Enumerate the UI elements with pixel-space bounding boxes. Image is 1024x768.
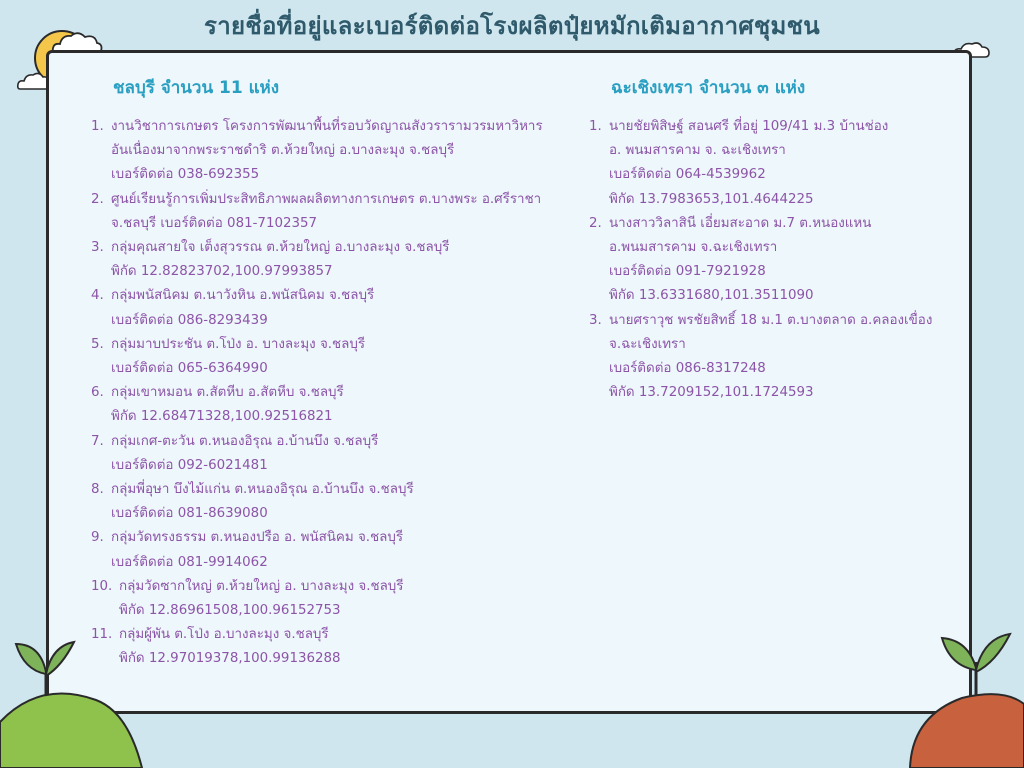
- item-line: เบอร์ติดต่อ 081-8639080: [111, 506, 268, 522]
- item-line: อ.พนมสารคาม จ.ฉะเชิงเทรา: [609, 240, 778, 256]
- item-line: กลุ่มวัดทรงธรรม ต.หนองปรือ อ. พนัสนิคม จ.ชลบุรี: [111, 530, 404, 546]
- item-line: พิกัด 12.82823702,100.97993857: [111, 264, 333, 280]
- item-line: เบอร์ติดต่อ 064-4539962: [609, 167, 766, 183]
- list-item: [91, 188, 561, 236]
- list-item: [91, 333, 561, 381]
- item-line: กลุ่มผู้พัน ต.โป่ง อ.บางละมุง จ.ชลบุรี: [119, 627, 329, 643]
- item-number: 10.: [91, 578, 113, 594]
- item-line: เบอร์ติดต่อ 038-692355: [111, 167, 260, 183]
- list-item: [91, 381, 561, 429]
- item-line: จ.ชลบุรี เบอร์ติดต่อ 081-7102357: [111, 215, 318, 231]
- list-item: [91, 430, 561, 478]
- item-number: 2.: [91, 191, 104, 207]
- item-line: กลุ่มพี่อุษา บึงไม้แก่น ต.หนองอิรุณ อ.บ้านบึง จ.ชลบุรี: [111, 482, 414, 498]
- item-line: กลุ่มเขาหมอน ต.สัตหีบ อ.สัตหีบ จ.ชลบุรี: [111, 385, 344, 401]
- item-line: นายชัยพิสิษฐ์ สอนศรี ที่อยู่ 109/41 ม.3 บ้านช่อง: [609, 119, 889, 134]
- item-line: กลุ่มวัดซากใหญ่ ต.ห้วยใหญ่ อ. บางละมุง จ.ชลบุรี: [119, 578, 404, 594]
- item-line: งานวิชาการเกษตร โครงการพัฒนาพื้นที่รอบวัดญาณสังวรารามวรมหาวิหาร: [111, 119, 543, 134]
- list-item: [589, 309, 959, 406]
- chonburi-column: [91, 75, 561, 672]
- item-line: พิกัด 13.6331680,101.3511090: [609, 288, 814, 304]
- page-title: รายชื่อที่อยู่และเบอร์ติดต่อโรงผลิตปุ๋ยหมักเติมอากาศชุมชน: [204, 12, 820, 40]
- item-line: อันเนื่องมาจากพระราชดำริ ต.ห้วยใหญ่ อ.บางละมุง จ.ชลบุรี: [111, 143, 455, 159]
- item-number: 3.: [91, 240, 104, 256]
- item-line: กลุ่มคุณสายใจ เต็งสุวรรณ ต.ห้วยใหญ่ อ.บางละมุง จ.ชลบุรี: [111, 240, 450, 256]
- item-line: เบอร์ติดต่อ 086-8293439: [111, 312, 268, 328]
- chachoengsao-heading: ฉะเชิงเทรา จำนวน ๓ แห่ง: [611, 78, 806, 98]
- item-line: เบอร์ติดต่อ 092-6021481: [111, 457, 268, 473]
- list-item: [589, 115, 959, 212]
- list-item: [91, 284, 561, 332]
- item-line: พิกัด 12.68471328,100.92516821: [111, 409, 333, 425]
- item-line: พิกัด 12.97019378,100.99136288: [119, 651, 341, 667]
- content-card: [46, 50, 972, 714]
- item-number: 5.: [91, 336, 104, 352]
- item-line: กลุ่มเกศ-ตะวัน ต.หนองอิรุณ อ.บ้านบึง จ.ชลบุรี: [111, 433, 379, 449]
- item-number: 6.: [91, 385, 104, 401]
- list-item: [589, 212, 959, 309]
- item-number: 1.: [589, 119, 602, 134]
- item-line: เบอร์ติดต่อ 086-8317248: [609, 361, 766, 377]
- item-number: 2.: [589, 215, 602, 231]
- chachoengsao-list: [589, 115, 959, 405]
- list-item: [91, 526, 561, 574]
- list-item: [91, 236, 561, 284]
- item-line: กลุ่มมาบประชัน ต.โป่ง อ. บางละมุง จ.ชลบุรี: [111, 336, 366, 352]
- item-line: พิกัด 12.86961508,100.96152753: [119, 603, 341, 619]
- item-line: กลุ่มพนัสนิคม ต.นาวังหิน อ.พนัสนิคม จ.ชลบุรี: [111, 288, 375, 304]
- item-line: เบอร์ติดต่อ 081-9914062: [111, 554, 268, 570]
- item-line: จ.ฉะเชิงเทรา: [609, 336, 686, 352]
- list-item: [91, 115, 561, 188]
- sprout-icon: [904, 626, 1024, 768]
- chonburi-list: [91, 115, 561, 672]
- item-line: เบอร์ติดต่อ 091-7921928: [609, 264, 766, 280]
- item-line: ศูนย์เรียนรู้การเพิ่มประสิทธิภาพผลผลิตทางการเกษตร ต.บางพระ อ.ศรีราชา: [111, 191, 542, 207]
- list-item: [91, 575, 561, 623]
- item-number: 11.: [91, 627, 113, 643]
- item-number: 4.: [91, 288, 104, 304]
- list-item: [91, 478, 561, 526]
- item-number: 3.: [589, 312, 602, 328]
- item-line: นางสาววิลาสินี เอี่ยมสะอาด ม.7 ต.หนองแหน: [609, 215, 872, 231]
- item-line: เบอร์ติดต่อ 065-6364990: [111, 361, 268, 377]
- item-line: พิกัด 13.7209152,101.1724593: [609, 385, 814, 401]
- item-number: 1.: [91, 119, 104, 134]
- item-line: อ. พนมสารคาม จ. ฉะเชิงเทรา: [609, 143, 786, 159]
- item-number: 7.: [91, 433, 104, 449]
- sprout-icon: [0, 628, 150, 768]
- item-number: 8.: [91, 482, 104, 498]
- chachoengsao-column: [589, 75, 959, 405]
- item-number: 9.: [91, 530, 104, 546]
- chonburi-heading: ชลบุรี จำนวน 11 แห่ง: [113, 78, 280, 98]
- item-line: พิกัด 13.7983653,101.4644225: [609, 191, 814, 207]
- item-line: นายศราวุช พรชัยสิทธิ์ 18 ม.1 ต.บางตลาด อ.คลองเขื่อง: [609, 312, 933, 328]
- list-item: [91, 623, 561, 671]
